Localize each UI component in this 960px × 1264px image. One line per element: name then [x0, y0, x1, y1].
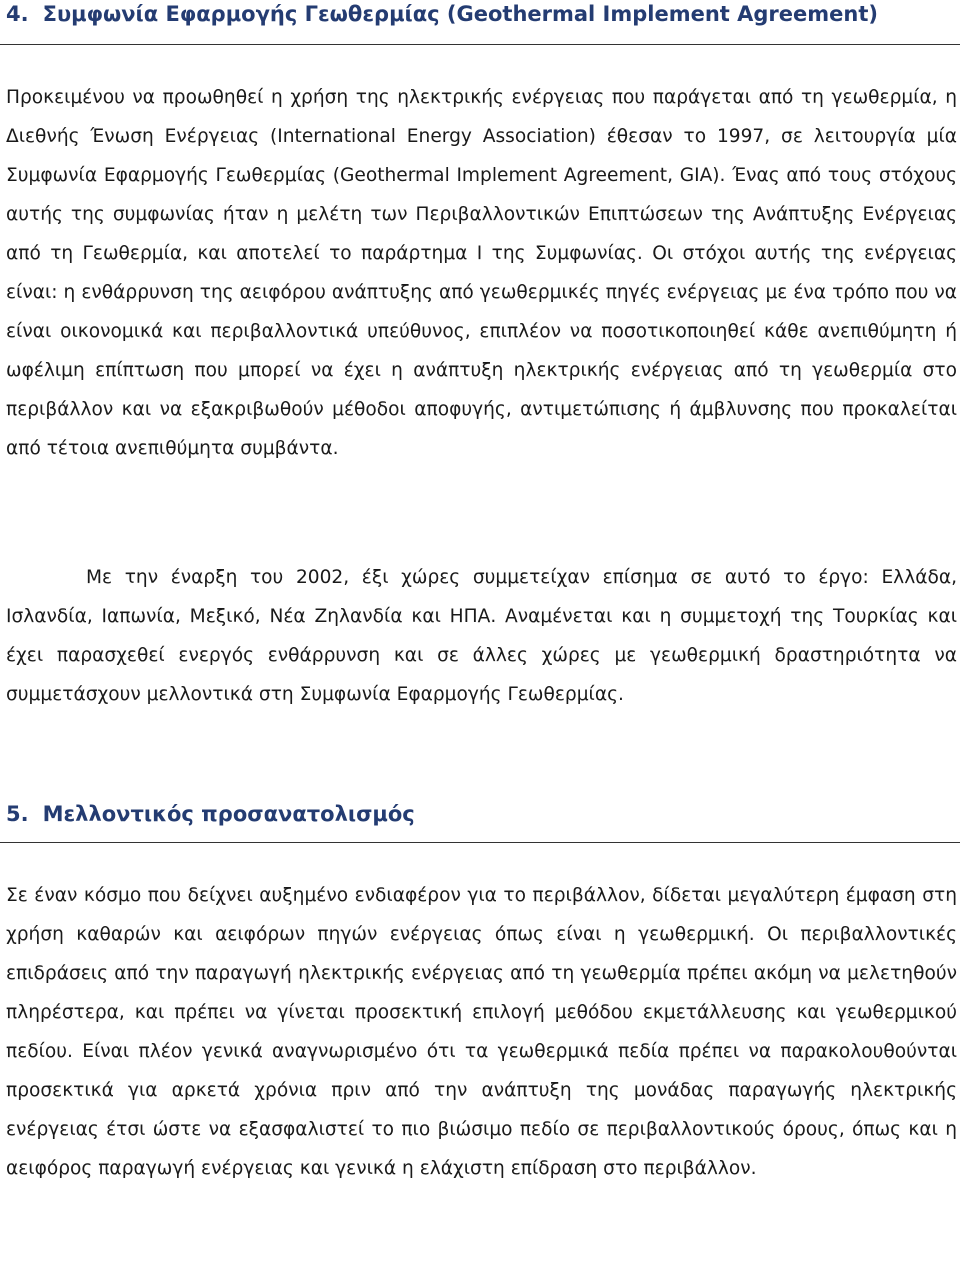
- section-4-paragraph-1: Προκειμένου να προωθηθεί η χρήση της ηλεκτρικής ενέργειας που παράγεται από τη γεωθερμία, η Διεθνής Ένωση Ενέργειας (International Energy Association) έθεσαν το 1997, σε λειτουργία μία Συμφωνία Εφαρμογής Γεωθερμίας (Geothermal Implement Agreement, GIA). Ένας από τους στόχους αυτής της συμφωνίας ήταν η μελέτη των Περιβαλλοντικών Επιπτώσεων της Ανάπτυξης Ενέργειας από τη Γεωθερμία, και αποτελεί το παράρτημα Ι της Συμφωνίας. Οι στόχοι αυτής της ενέργειας είναι: η ενθάρρυνση της αειφόρου ανάπτυξης από γεωθερμικές πηγές ενέργειας με ένα τρόπο που να είναι οικονομικά και περιβαλλοντικά υπεύθυνος, επιπλέον να ποσοτικοποιηθεί κάθε ανεπιθύμητη ή ωφέλιμη επίπτωση που μπορεί να έχει η ανάπτυξη ηλεκτρικής ενέργειας από τη γεωθερμία στο περιβάλλον και να εξακριβωθούν μέθοδοι αποφυγής, αντιμετώπισης ή άμβλυνσης που προκαλείται από τέτοια ανεπιθύμητα συμβάντα.: [6, 87, 957, 459]
- section-4-divider: [0, 44, 960, 45]
- section-4-heading: [6, 0, 878, 28]
- section-4-paragraph-2: Με την έναρξη του 2002, έξι χώρες συμμετείχαν επίσημα σε αυτό το έργο: Ελλάδα, Ισλανδία, Ιαπωνία, Μεξικό, Νέα Ζηλανδία και ΗΠΑ. Αναμένεται και η συμμετοχή της Τουρκίας και έχει παρασχεθεί ενεργός ενθάρρυνση και σε άλλες χώρες με γεωθερμική δραστηριότητα να συμμετάσχουν μελλοντικά στη Συμφωνία Εφαρμογής Γεωθερμίας.: [6, 567, 957, 705]
- section-5-divider: [0, 842, 960, 843]
- section-5-title: Μελλοντικός προσανατολισμός: [42, 802, 415, 826]
- section-5-number: 5.: [6, 802, 29, 826]
- section-4-number: 4.: [6, 2, 29, 26]
- section-5-heading: [6, 800, 415, 828]
- section-5-paragraph-1: Σε έναν κόσμο που δείχνει αυξημένο ενδιαφέρον για το περιβάλλον, δίδεται μεγαλύτερη έμφαση στη χρήση καθαρών και αειφόρων πηγών ενέργειας όπως είναι η γεωθερμική. Οι περιβαλλοντικές επιδράσεις από την παραγωγή ηλεκτρικής ενέργειας από τη γεωθερμία πρέπει ακόμη να μελετηθούν πληρέστερα, και πρέπει να γίνεται προσεκτική επιλογή μεθόδου εκμετάλλευσης και γεωθερμικού πεδίου. Είναι πλέον γενικά αναγνωρισμένο ότι τα γεωθερμικά πεδία πρέπει να παρακολουθούνται προσεκτικά για αρκετά χρόνια πριν από την ανάπτυξη της μονάδας παραγωγής ηλεκτρικής ενέργειας έτσι ώστε να εξασφαλιστεί το πιο βιώσιμο πεδίο σε περιβαλλοντικούς όρους, όπως και η αειφόρος παραγωγή ενέργειας και γενικά η ελάχιστη επίδραση στο περιβάλλον.: [6, 885, 957, 1179]
- section-4-title: Συμφωνία Εφαρμογής Γεωθερμίας (Geothermal Implement Agreement): [42, 2, 878, 26]
